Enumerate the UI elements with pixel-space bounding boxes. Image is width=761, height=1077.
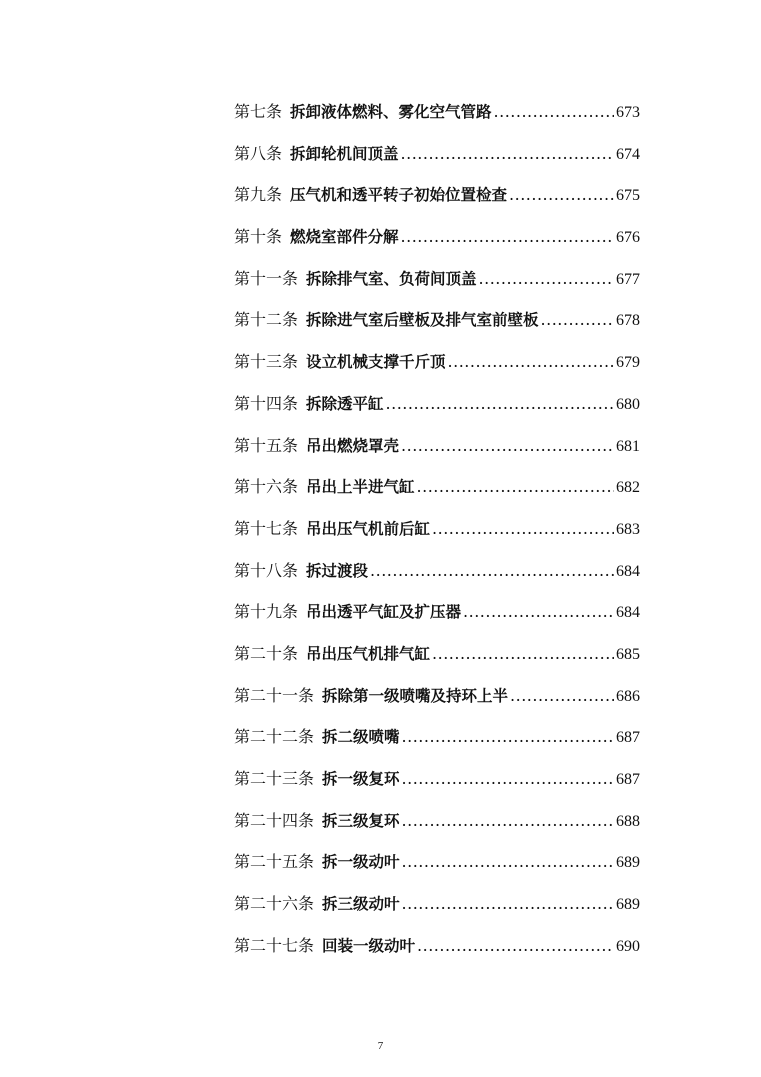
toc-entry-page: 689 — [616, 896, 640, 914]
toc-entry[interactable] — [234, 425, 640, 467]
toc-entry-page: 689 — [616, 854, 640, 872]
toc-entry-number: 第二十一条 — [234, 685, 315, 705]
toc-entry-number: 第九条 — [234, 185, 283, 205]
toc-entry-number: 第二十二条 — [234, 727, 315, 747]
table-of-contents — [234, 91, 640, 966]
toc-entry-title: 拆卸液体燃料、雾化空气管路 — [290, 103, 492, 121]
toc-dot-leader — [417, 466, 614, 508]
toc-entry-title: 拆三级复环 — [322, 811, 400, 830]
toc-entry-page: 690 — [616, 937, 640, 955]
toc-entry[interactable] — [234, 383, 640, 425]
toc-entry-title: 拆二级喷嘴 — [322, 728, 400, 747]
toc-entry-number: 第十四条 — [234, 393, 299, 413]
toc-dot-leader — [448, 341, 614, 383]
toc-entry-page: 688 — [616, 812, 640, 830]
toc-dot-leader — [402, 716, 614, 758]
toc-dot-leader — [463, 591, 614, 633]
toc-entry-number: 第十五条 — [234, 435, 299, 455]
toc-entry-number: 第十条 — [234, 227, 283, 247]
toc-entry-title: 燃烧室部件分解 — [290, 228, 399, 247]
toc-entry-title: 吊出燃烧罩壳 — [306, 436, 400, 455]
toc-entry-title: 吊出透平气缸及扩压器 — [306, 603, 462, 622]
toc-entry-title: 拆三级动叶 — [322, 895, 400, 914]
toc-entry[interactable] — [234, 174, 640, 216]
toc-entry-page: 678 — [616, 312, 640, 330]
toc-entry-number: 第二十条 — [234, 643, 299, 663]
toc-dot-leader — [386, 383, 614, 425]
toc-entry-page: 687 — [616, 729, 640, 747]
toc-entry-number: 第二十五条 — [234, 852, 315, 872]
toc-entry-number: 第七条 — [234, 102, 283, 121]
toc-entry-page: 685 — [616, 645, 640, 663]
toc-entry-title: 拆过渡段 — [306, 561, 369, 580]
toc-entry-number: 第二十六条 — [234, 894, 315, 914]
toc-dot-leader — [402, 758, 614, 800]
toc-entry-page: 681 — [616, 437, 640, 455]
toc-entry-number: 第十七条 — [234, 518, 299, 538]
toc-entry-title: 拆除进气室后壁板及排气室前壁板 — [306, 311, 539, 330]
toc-dot-leader — [509, 174, 614, 216]
toc-dot-leader — [494, 91, 614, 133]
toc-dot-leader — [479, 258, 614, 300]
toc-entry-page: 679 — [616, 354, 640, 372]
toc-dot-leader — [541, 299, 614, 341]
toc-dot-leader — [401, 133, 614, 175]
toc-entry-page: 683 — [616, 520, 640, 538]
toc-entry-title: 拆除透平缸 — [306, 394, 384, 413]
toc-entry[interactable] — [234, 91, 640, 133]
toc-entry-number: 第十九条 — [234, 602, 299, 622]
toc-entry-title: 回装一级动叶 — [322, 936, 416, 955]
toc-dot-leader — [432, 508, 614, 550]
toc-entry[interactable] — [234, 716, 640, 758]
toc-entry-title: 拆除第一级喷嘴及持环上半 — [322, 686, 509, 705]
toc-entry-page: 676 — [616, 229, 640, 247]
toc-entry[interactable] — [234, 299, 640, 341]
toc-entry-number: 第十六条 — [234, 477, 299, 497]
toc-entry-title: 吊出压气机前后缸 — [306, 519, 431, 538]
toc-entry-number: 第二十三条 — [234, 769, 315, 788]
toc-entry-page: 674 — [616, 145, 640, 163]
toc-entry-number: 第十二条 — [234, 310, 299, 330]
toc-dot-leader — [401, 216, 614, 258]
toc-entry[interactable] — [234, 216, 640, 258]
toc-entry-title: 拆一级复环 — [322, 770, 400, 788]
toc-entry-page: 686 — [616, 687, 640, 705]
toc-entry-number: 第十一条 — [234, 268, 299, 288]
toc-dot-leader — [402, 841, 614, 883]
toc-entry[interactable] — [234, 258, 640, 300]
toc-dot-leader — [432, 633, 614, 675]
toc-dot-leader — [510, 675, 614, 717]
toc-dot-leader — [402, 800, 614, 842]
toc-dot-leader — [401, 425, 614, 467]
toc-entry-title: 吊出压气机排气缸 — [306, 644, 431, 663]
toc-entry-page: 677 — [616, 270, 640, 288]
toc-entry-title: 拆一级动叶 — [322, 853, 400, 872]
toc-entry[interactable] — [234, 841, 640, 883]
toc-entry[interactable] — [234, 341, 640, 383]
toc-entry-title: 压气机和透平转子初始位置检查 — [290, 186, 508, 205]
page-number: 7 — [377, 1040, 384, 1052]
toc-entry[interactable] — [234, 466, 640, 508]
toc-entry-page: 684 — [616, 562, 640, 580]
toc-entry-page: 682 — [616, 479, 640, 497]
toc-entry[interactable] — [234, 883, 640, 925]
toc-entry-title: 拆除排气室、负荷间顶盖 — [306, 269, 477, 288]
toc-entry-page: 684 — [616, 604, 640, 622]
toc-entry[interactable] — [234, 133, 640, 175]
toc-entry-title: 设立机械支撑千斤顶 — [306, 353, 446, 372]
toc-entry[interactable] — [234, 925, 640, 967]
toc-entry-number: 第十三条 — [234, 352, 299, 372]
toc-entry-page: 680 — [616, 395, 640, 413]
toc-dot-leader — [370, 550, 614, 592]
toc-entry[interactable] — [234, 633, 640, 675]
toc-entry-number: 第二十七条 — [234, 935, 315, 955]
toc-entry-title: 吊出上半进气缸 — [306, 478, 415, 497]
toc-entry-number: 第十八条 — [234, 560, 299, 580]
toc-entry[interactable] — [234, 550, 640, 592]
toc-entry-number: 第二十四条 — [234, 810, 315, 830]
toc-entry[interactable] — [234, 675, 640, 717]
toc-entry-page: 673 — [616, 104, 640, 121]
toc-entry-title: 拆卸轮机间顶盖 — [290, 144, 399, 163]
toc-entry[interactable] — [234, 591, 640, 633]
toc-entry[interactable] — [234, 758, 640, 800]
toc-dot-leader — [402, 883, 614, 925]
toc-entry[interactable] — [234, 800, 640, 842]
toc-entry-page: 675 — [616, 187, 640, 205]
toc-entry-page: 687 — [616, 771, 640, 788]
toc-entry[interactable] — [234, 508, 640, 550]
toc-entry-number: 第八条 — [234, 143, 283, 163]
toc-dot-leader — [417, 925, 614, 967]
